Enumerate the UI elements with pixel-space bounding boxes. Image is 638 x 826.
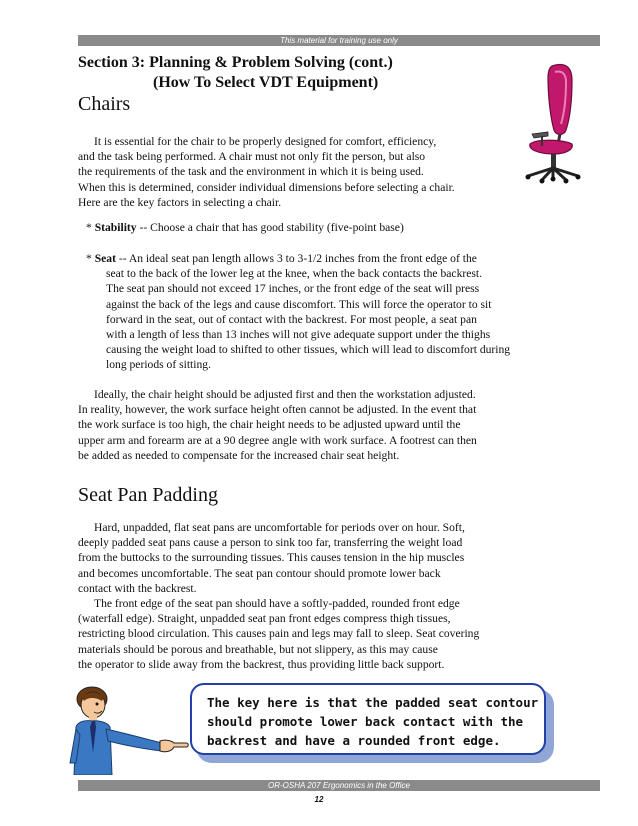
text-line: with a length of less than 13 inches will not give adequate support under the thighs (106, 328, 491, 342)
text-line: Here are the key factors in selecting a chair. (78, 195, 282, 209)
text-line: against the back of the legs and cause discomfort. This will force the operator to sit (106, 297, 492, 311)
chair-height-paragraph (78, 387, 477, 463)
header-banner: This material for training use only (78, 35, 600, 46)
stability-bullet (78, 220, 404, 235)
text-line: It is essential for the chair to be properly designed for comfort, efficiency, (94, 135, 437, 148)
seat-text: -- An ideal seat pan length allows 3 to 3-1/2 inches from the front edge of the (115, 252, 477, 265)
bullet-marker: * (86, 221, 95, 234)
text-line: upper arm and forearm are at a 90 degree angle with work surface. A footrest can then (78, 433, 477, 447)
seat-label: Seat (94, 252, 116, 265)
text-line: and the task being performed. A chair must not only fit the person, but also (78, 150, 426, 164)
callout-line: should promote lower back contact with the (207, 714, 524, 729)
callout-text (207, 693, 537, 750)
text-line: forward in the seat, out of contact with the backrest. For most people, a seat pan (106, 312, 477, 326)
callout-line: The key here is that the padded seat contour (207, 695, 539, 710)
text-line: causing the weight load to shifted to other tissues, which will lead to discomfort during (106, 343, 511, 357)
text-line: In reality, however, the work surface height often cannot be adjusted. In the event that (78, 403, 477, 417)
callout-line: backrest and have a rounded front edge. (207, 733, 501, 748)
text-line: Hard, unpadded, flat seat pans are uncomfortable for periods over on hour. Soft, (94, 521, 465, 534)
page-number: 12 (314, 795, 324, 804)
text-line: deeply padded seat pans cause a person to sink too far, transferring the weight load (78, 536, 463, 550)
text-line: the requirements of the task and the environment in which it is being used. (78, 165, 424, 179)
text-line: When this is determined, consider individual dimensions before selecting a chair. (78, 180, 455, 194)
text-line: the operator to slide away from the backrest, thus providing little back support. (78, 657, 445, 671)
text-line: The seat pan should not exceed 17 inches, or the front edge of the seat will press (106, 282, 480, 296)
stability-text: -- Choose a chair that has good stability (five-point base) (136, 221, 404, 234)
chairs-intro-paragraph (78, 134, 455, 210)
pointing-man-icon (62, 683, 192, 775)
padding-paragraph-2 (78, 596, 479, 672)
padding-paragraph-1 (78, 520, 465, 596)
text-line: seat to the back of the lower leg at the knee, when the back contacts the backrest. (106, 267, 482, 281)
text-line: be added as needed to compensate for the increased chair seat height. (78, 448, 400, 462)
section-title-line1: Section 3: Planning & Problem Solving (cont.) (78, 54, 393, 71)
text-line: long periods of sitting. (106, 358, 211, 372)
text-line: from the buttocks to the surrounding tissues. This causes tension in the hip muscles (78, 551, 465, 565)
text-line: Ideally, the chair height should be adjusted first and then the workstation adjusted. (94, 388, 476, 401)
section-title-line2: (How To Select VDT Equipment) (153, 74, 379, 91)
bullet-marker: * (86, 252, 95, 265)
chairs-heading: Chairs (78, 93, 131, 115)
text-line: the work surface is too high, the chair height needs to be adjusted upward until the (78, 418, 461, 432)
text-line: and becomes uncomfortable. The seat pan contour should promote lower back (78, 566, 441, 580)
text-line: contact with the backrest. (78, 581, 197, 595)
section-title (78, 53, 393, 93)
text-line: (waterfall edge). Straight, unpadded seat pan front edges compress thigh tissues, (78, 612, 451, 626)
text-line: The front edge of the seat pan should have a softly-padded, rounded front edge (94, 597, 460, 610)
seat-bullet (78, 251, 510, 373)
office-chair-icon (508, 60, 588, 184)
text-line: materials should be porous and breathable, but not slippery, as this may cause (78, 642, 438, 656)
footer-banner: OR-OSHA 207 Ergonomics in the Office (78, 780, 600, 791)
stability-label: Stability (94, 221, 137, 234)
text-line: restricting blood circulation. This causes pain and legs may fall to sleep. Seat covering (78, 627, 480, 641)
seat-pan-padding-heading: Seat Pan Padding (78, 484, 218, 506)
